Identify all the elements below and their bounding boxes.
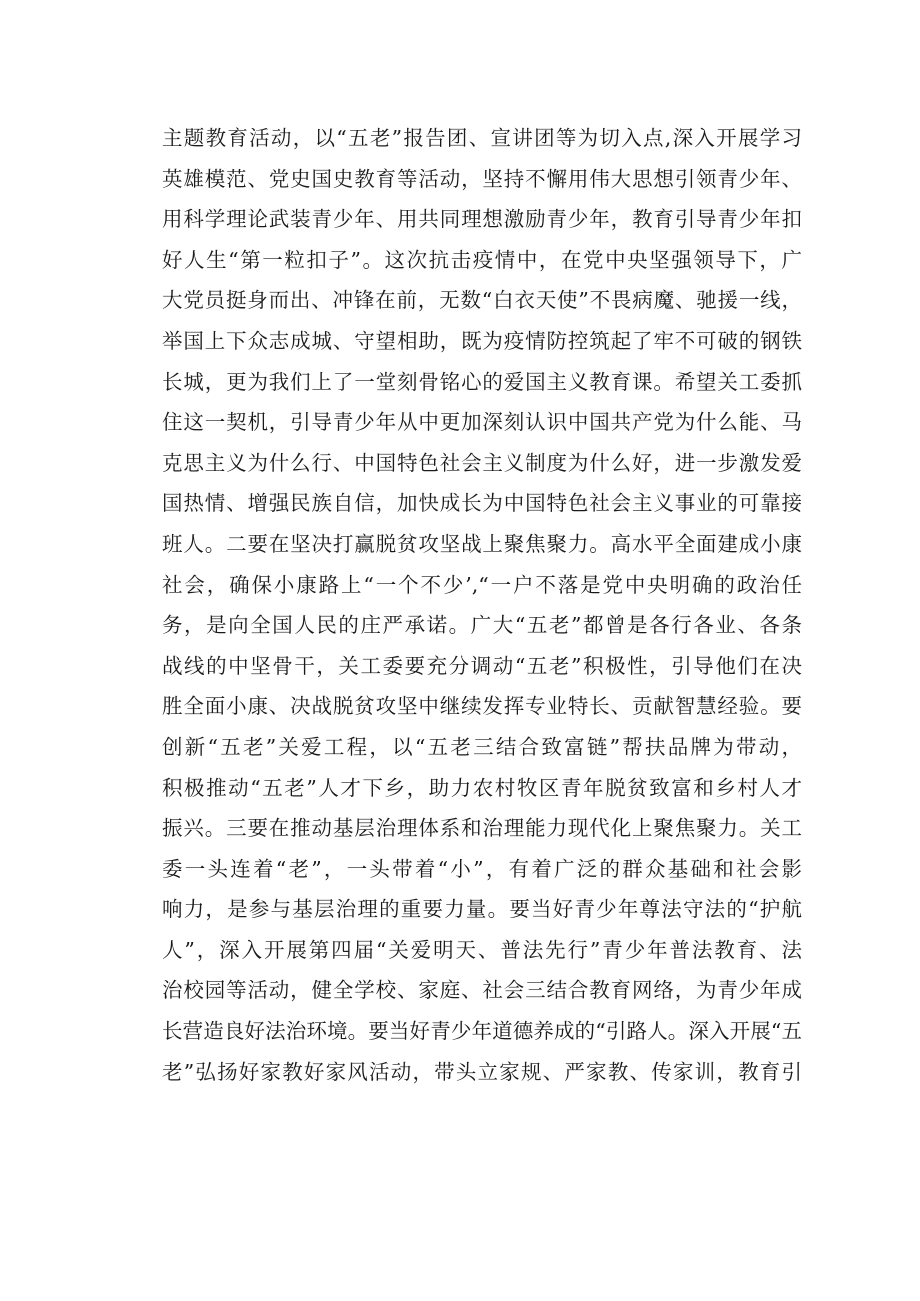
text-line: 人”，深入开展第四届“关爱明天、普法先行”青少年普法教育、法 [162, 937, 802, 962]
text-line: 社会，确保小康路上“一个不少’,“一户不落是党中央明确的政治任 [162, 572, 802, 597]
text-line: 务，是向全国人民的庄严承诺。广大“五老”都曾是各行各业、各条 [162, 613, 802, 638]
text-line: 长城，更为我们上了一堂刻骨铭心的爱国主义教育课。希望关工委抓 [162, 369, 802, 394]
text-line: 英雄模范、党史国史教育等活动，坚持不懈用伟大思想引领青少年、 [162, 166, 802, 191]
text-line: 积极推动“五老”人才下乡，助力农村牧区青年脱贫致富和乡村人才 [162, 775, 802, 800]
text-line: 班人。二要在坚决打赢脱贫攻坚战上聚焦聚力。高水平全面建成小康 [162, 531, 802, 556]
text-line: 长营造良好法治环境。要当好青少年道德养成的“引路人。深入开展“五 [162, 1019, 802, 1044]
text-line: 振兴。三要在推动基层治理体系和治理能力现代化上聚焦聚力。关工 [162, 816, 802, 841]
text-line: 举国上下众志成城、守望相助，既为疫情防控筑起了牢不可破的钢铁 [162, 328, 802, 353]
body-paragraph [162, 118, 802, 1092]
text-line: 主题教育活动，以“五老”报告团、宣讲团等为切入点,深入开展学习 [162, 126, 802, 150]
text-line: 响力，是参与基层治理的重要力量。要当好青少年尊法守法的“护航 [162, 897, 802, 922]
text-line: 用科学理论武装青少年、用共同理想激励青少年，教育引导青少年扣 [162, 207, 802, 232]
text-line: 国热情、增强民族自信，加快成长为中国特色社会主义事业的可靠接 [162, 491, 802, 516]
text-line: 委一头连着“老”，一头带着“小”，有着广泛的群众基础和社会影 [162, 856, 802, 881]
text-line: 大党员挺身而出、冲锋在前，无数“白衣天使”不畏病魔、驰援一线， [162, 288, 802, 313]
text-line: 创新“五老”关爱工程，以“五老三结合致富链”帮扶品牌为带动， [162, 734, 802, 759]
text-line: 胜全面小康、决战脱贫攻坚中继续发挥专业特长、贡献智慧经验。要 [162, 694, 802, 719]
text-line: 治校园等活动，健全学校、家庭、社会三结合教育网络，为青少年成 [162, 978, 802, 1003]
text-line: 住这一契机，引导青少年从中更加深刻认识中国共产党为什么能、马 [162, 410, 802, 435]
text-line: 好人生“第一粒扣子”。这次抗击疫情中，在党中央坚强领导下，广 [162, 247, 802, 272]
text-line: 克思主义为什么行、中国特色社会主义制度为什么好，进一步激发爱 [162, 450, 802, 475]
text-line: 战线的中坚骨干，关工委要充分调动“五老”积极性，引导他们在决 [162, 653, 802, 678]
text-line: 老”弘扬好家教好家风活动，带头立家规、严家教、传家训，教育引 [162, 1059, 802, 1084]
